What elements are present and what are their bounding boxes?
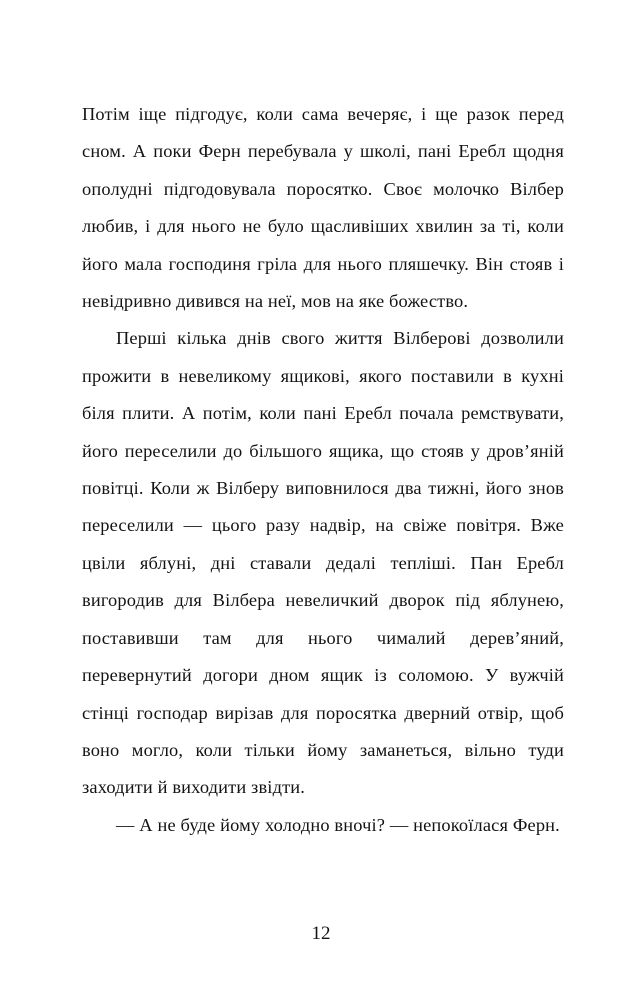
- paragraph: Потім іще підгодує, коли сама вечеряє, і ще разок перед сном. А поки Ферн перебувала у школі, пані Еребл щодня ополудні підгодовувала поросятко. Своє молочко Вілбер любив, і для нього не було щасливіших хвилин за ті, коли його мала господиня гріла для нього пляшечку. Він стояв і невідривно дивився на неї, мов на яке божество.: [82, 104, 564, 312]
- paragraph-dialogue: — А не буде йому холодно вночі? — непокоїлася Ферн.: [116, 814, 560, 835]
- page-body-text: [82, 96, 564, 844]
- paragraph: Перші кілька днів свого життя Вілберові дозволили прожити в невеликому ящикові, якого поставили в кухні біля плити. А потім, коли пані Еребл почала ремствувати, його переселили до більшого ящика, що стояв у дров’яній повітці. Коли ж Вілберу виповнилося два тижні, його знов переселили — цього разу надвір, на свіже повітря. Вже цвіли яблуні, дні ставали дедалі тепліші. Пан Еребл вигородив для Вілбера невеличкий дворок під яблунею, поставивши там для нього чималий дерев’яний, перевернутий догори дном ящик із соломою. У вужчій стінці господар вирізав для поросятка дверний отвір, щоб воно могло, коли тільки йому заманеться, вільно туди заходити й виходити звідти.: [82, 328, 564, 798]
- page-number: 12: [311, 923, 331, 944]
